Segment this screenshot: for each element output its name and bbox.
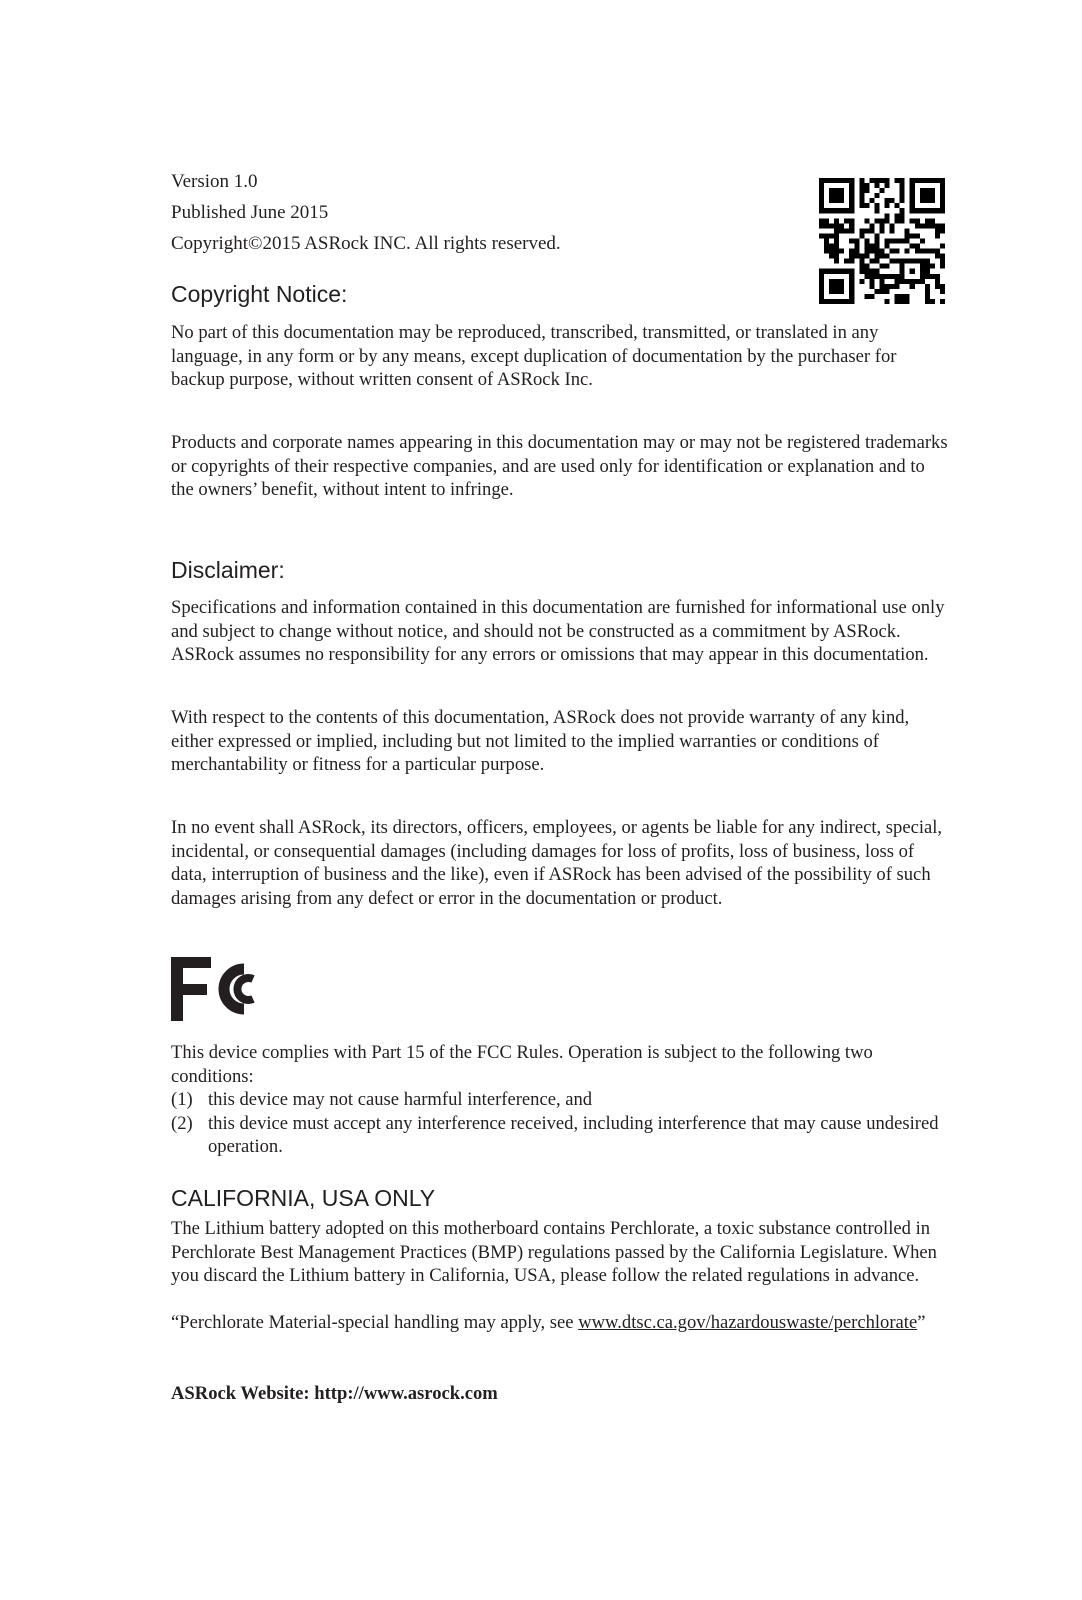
fcc-intro: This device complies with Part 15 of the FCC Rules. Operation is subject to the following two conditions:	[171, 1042, 873, 1087]
copyright-line: Copyright©2015 ASRock INC. All rights reserved.	[171, 233, 561, 254]
california-paragraph-2	[171, 1311, 941, 1335]
copyright-notice-heading: Copyright Notice:	[171, 281, 348, 307]
disclaimer-paragraph-1: Specifications and information contained in this documentation are furnished for informational use only and subject to change without notice, and should not be constructed as a commitment by ASRock. ASRock assumes no responsibility for any errors or omissions that may appear in this documentation.	[171, 597, 945, 666]
list-item-number: (2)	[171, 1112, 193, 1134]
qr-code-icon	[819, 178, 945, 304]
disclaimer-paragraph-3: In no event shall ASRock, its directors, officers, employees, or agents be liable for any indirect, special, incidental, or consequential damages (including damages for loss of profits, loss of business, loss of data, interruption of business and the like), even if ASRock has been advised of the possibility of such damages arising from any defect or error in the documentation or product.	[171, 817, 943, 909]
fcc-conditions-list	[171, 1088, 951, 1159]
list-item-text: this device must accept any interference received, including interference that may cause undesired operation.	[208, 1112, 939, 1158]
list-item	[171, 1088, 951, 1112]
asrock-website-line: ASRock Website: http://www.asrock.com	[171, 1383, 498, 1404]
dtsc-link[interactable]: www.dtsc.ca.gov/hazardouswaste/perchlorate	[578, 1312, 918, 1333]
copyright-notice-paragraph-1: No part of this documentation may be reproduced, transcribed, transmitted, or translated in any language, in any form or by any means, except duplication of documentation by the purchaser for backup purpose, without written consent of ASRock Inc.	[171, 322, 897, 391]
disclaimer-heading: Disclaimer:	[171, 557, 285, 583]
perchlorate-note-suffix: ”	[917, 1312, 926, 1333]
california-heading: CALIFORNIA, USA ONLY	[171, 1185, 436, 1211]
list-item-number: (1)	[171, 1089, 193, 1110]
published-line: Published June 2015	[171, 202, 329, 223]
disclaimer-paragraph-2: With respect to the contents of this documentation, ASRock does not provide warranty of any kind, either expressed or implied, including but not limited to the implied warranties or conditions of merchantability or fitness for a particular purpose.	[171, 707, 910, 776]
version-line: Version 1.0	[171, 171, 258, 192]
list-item-text: this device may not cause harmful interference, and	[208, 1089, 593, 1110]
list-item	[171, 1112, 951, 1159]
copyright-notice-paragraph-2: Products and corporate names appearing in this documentation may or may not be registered trademarks or copyrights of their respective companies, and are used only for identification or explanation and to the owners’ benefit, without intent to infringe.	[171, 432, 948, 501]
fcc-logo-icon	[171, 957, 263, 1021]
perchlorate-note-prefix: “Perchlorate Material-special handling may apply, see	[171, 1312, 579, 1333]
california-paragraph-1: The Lithium battery adopted on this motherboard contains Perchlorate, a toxic substance controlled in Perchlorate Best Management Practices (BMP) regulations passed by the California Legislature. When you discard the Lithium battery in California, USA, please follow the related regulations in advance.	[171, 1218, 937, 1287]
